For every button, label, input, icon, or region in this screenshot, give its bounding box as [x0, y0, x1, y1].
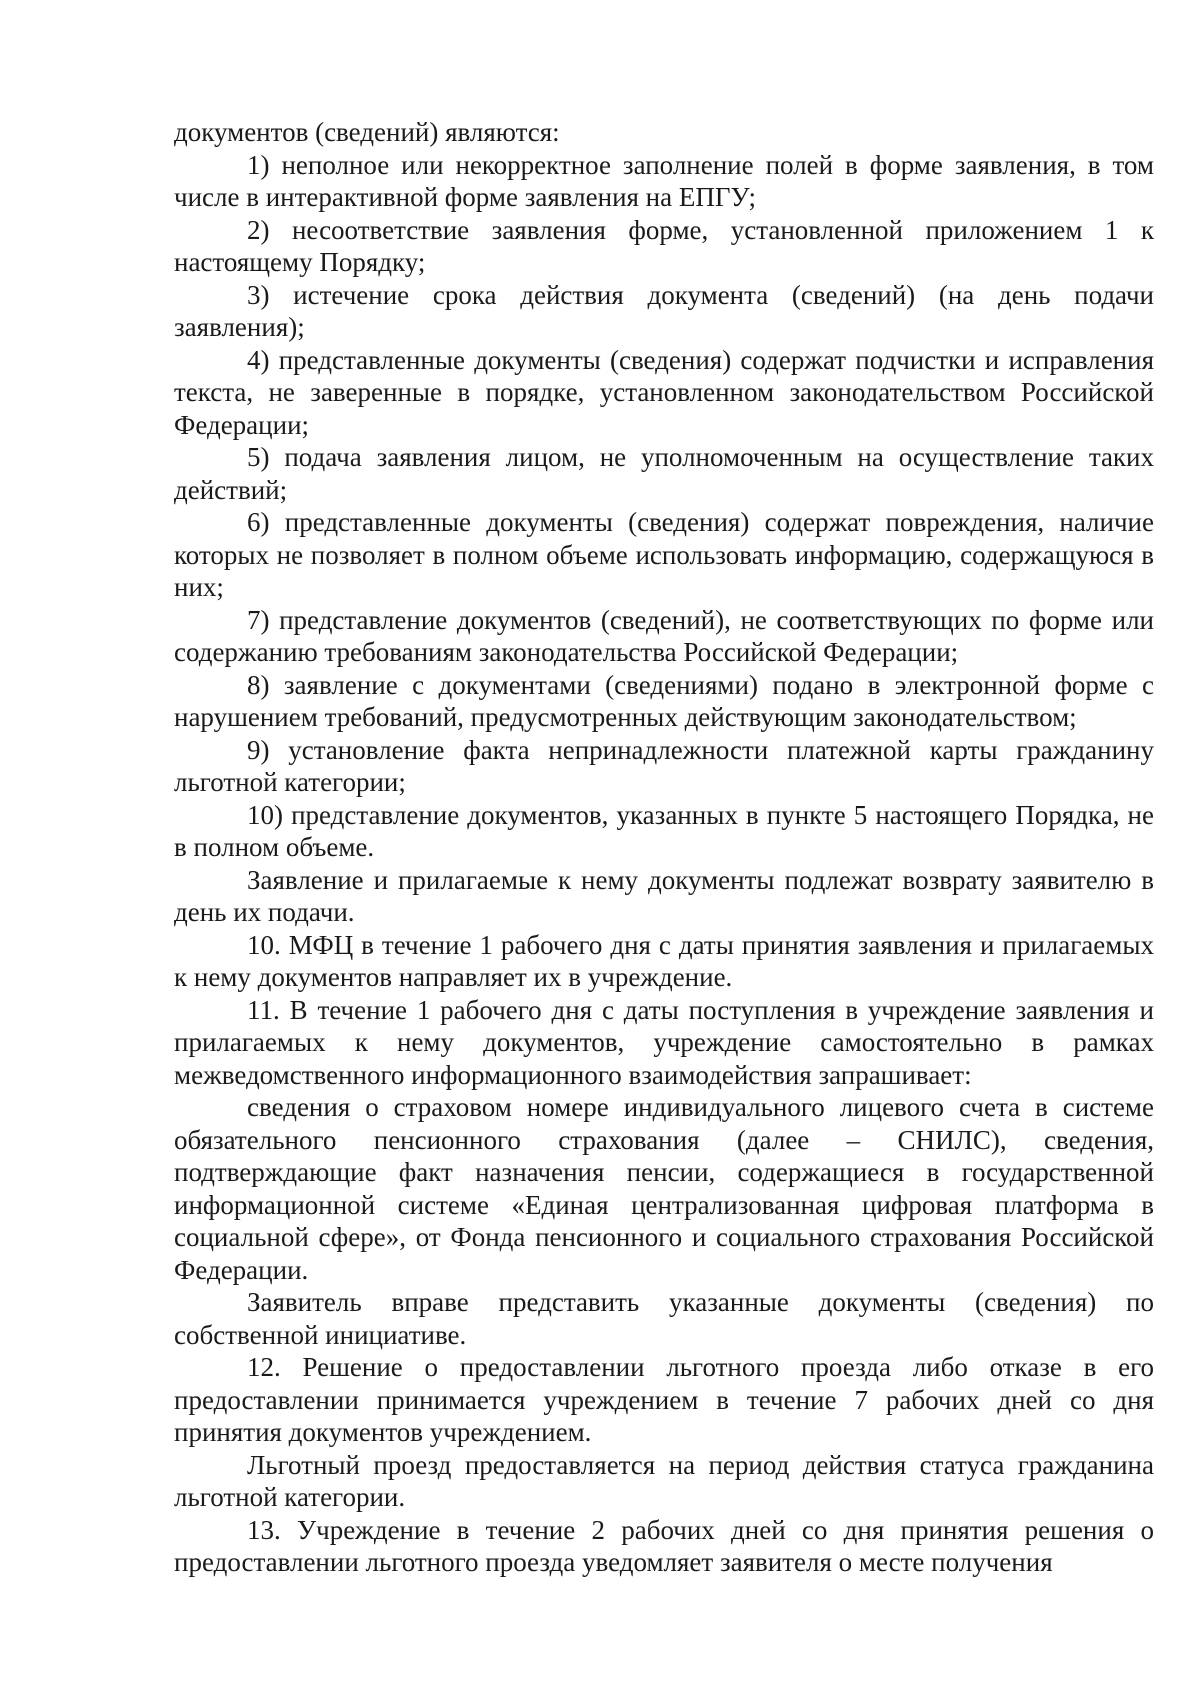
list-item: 2) несоответствие заявления форме, установленной приложением 1 к настоящему Порядку;	[174, 214, 1154, 277]
paragraph: 11. В течение 1 рабочего дня с даты поступления в учреждение заявления и прилагаемых к нему документов, учреждение самостоятельно в рамках межведомственного информационного взаимодействия запрашивает:	[174, 994, 1154, 1090]
list-item: 9) установление факта непринадлежности платежной карты гражданину льготной категории;	[174, 734, 1154, 797]
list-item: 7) представление документов (сведений), не соответствующих по форме или содержанию требованиям законодательства Российской Федерации;	[174, 604, 1154, 667]
paragraph: сведения о страховом номере индивидуального лицевого счета в системе обязательного пенсионного страхования (далее – СНИЛС), сведения, подтверждающие факт назначения пенсии, содержащиеся в государственной информационной системе «Единая централизованная цифровая платформа в социальной сфере», от Фонда пенсионного и социального страхования Российской Федерации.	[174, 1092, 1154, 1285]
list-item: 6) представленные документы (сведения) содержат повреждения, наличие которых не позволяет в полном объеме использовать информацию, содержащуюся в них;	[174, 507, 1154, 602]
paragraph: Заявитель вправе представить указанные документы (сведения) по собственной инициативе.	[174, 1287, 1154, 1350]
paragraph: Льготный проезд предоставляется на период действия статуса гражданина льготной категории.	[174, 1449, 1154, 1512]
list-item: 3) истечение срока действия документа (сведений) (на день подачи заявления);	[174, 279, 1154, 342]
list-item: 1) неполное или некорректное заполнение полей в форме заявления, в том числе в интерактивной форме заявления на ЕПГУ;	[174, 149, 1154, 212]
paragraph: 12. Решение о предоставлении льготного проезда либо отказе в его предоставлении принимается учреждением в течение 7 рабочих дней со дня принятия документов учреждением.	[174, 1352, 1154, 1447]
paragraph: документов (сведений) являются:	[174, 117, 560, 147]
list-item: 10) представление документов, указанных в пункте 5 настоящего Порядка, не в полном объеме.	[174, 799, 1154, 862]
paragraph: Заявление и прилагаемые к нему документы подлежат возврату заявителю в день их подачи.	[174, 864, 1154, 927]
list-item: 4) представленные документы (сведения) содержат подчистки и исправления текста, не заверенные в порядке, установленном законодательством Российской Федерации;	[174, 344, 1154, 440]
paragraph: 13. Учреждение в течение 2 рабочих дней со дня принятия решения о предоставлении льготного проезда уведомляет заявителя о месте получения	[174, 1514, 1154, 1577]
paragraph: 10. МФЦ в течение 1 рабочего дня с даты принятия заявления и прилагаемых к нему документов направляет их в учреждение.	[174, 929, 1154, 992]
list-item: 5) подача заявления лицом, не уполномоченным на осуществление таких действий;	[174, 442, 1154, 505]
list-item: 8) заявление с документами (сведениями) подано в электронной форме с нарушением требований, предусмотренных действующим законодательством;	[174, 669, 1154, 732]
document-page	[174, 116, 1154, 1579]
